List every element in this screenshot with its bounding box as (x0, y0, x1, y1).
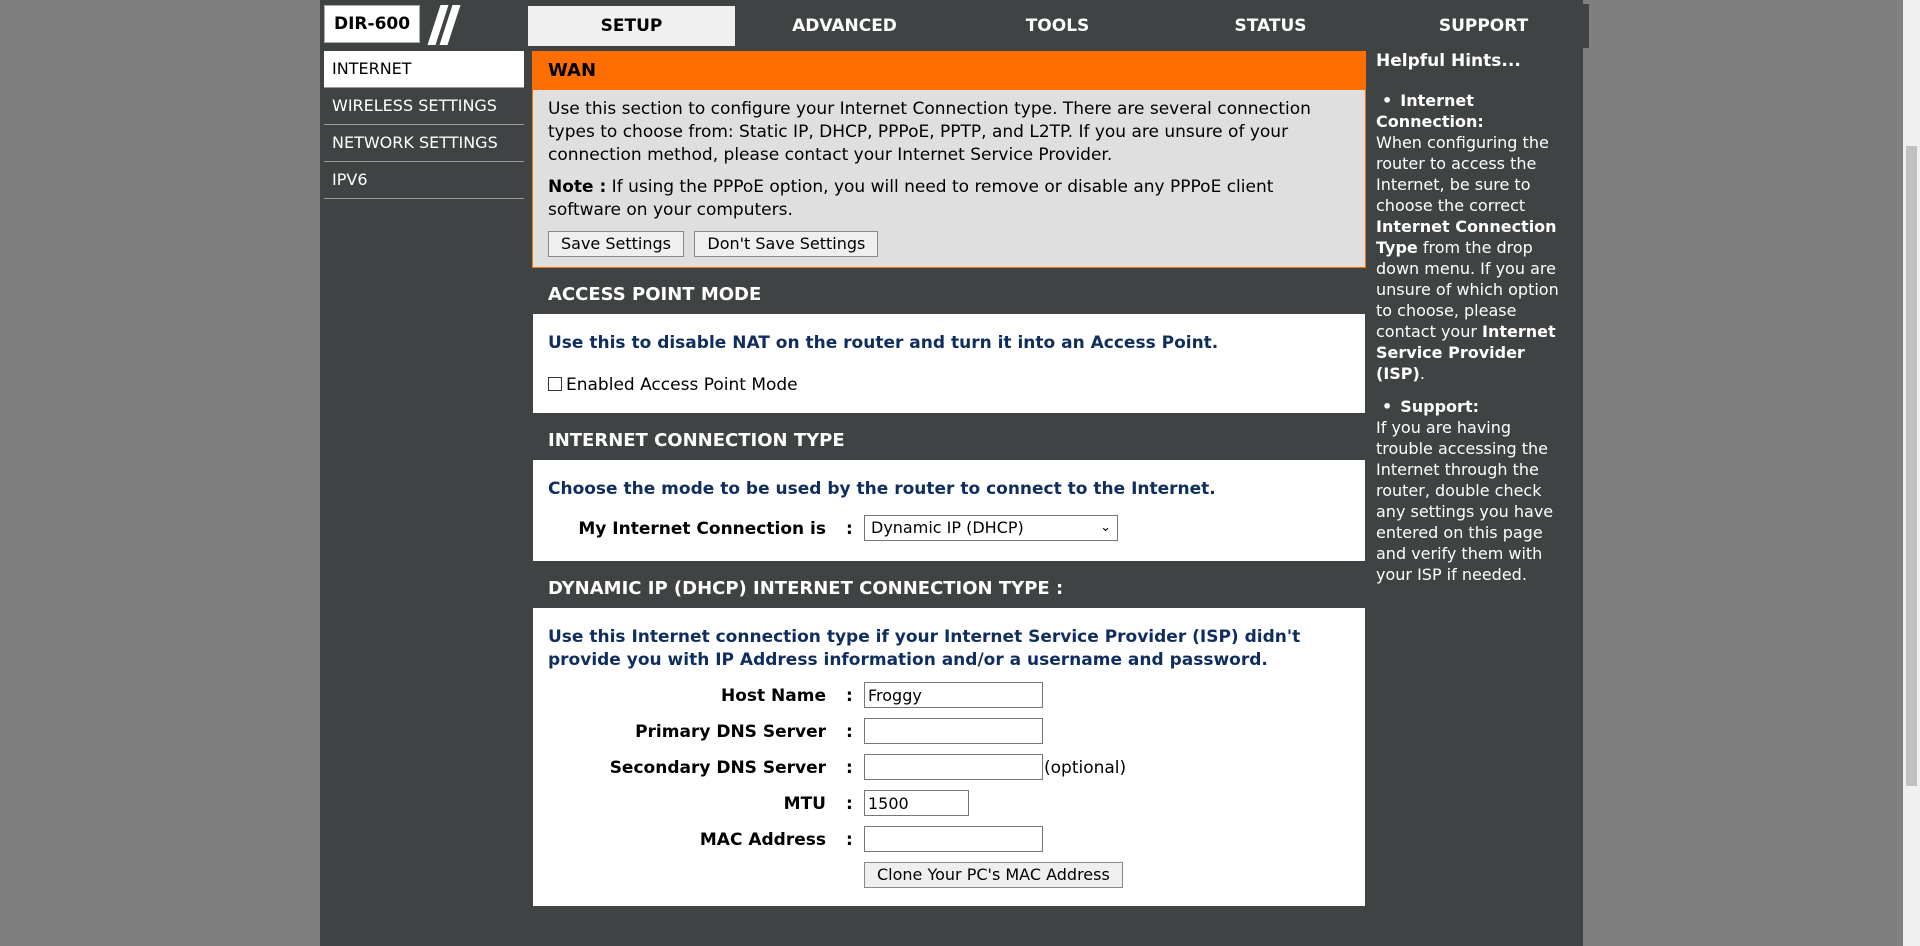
hint-text: If you are having trouble accessing the Internet through the router, double check any settings you have entered on this page and verify them with your ISP if needed. (1376, 418, 1554, 584)
optional-text: (optional) (1044, 758, 1127, 778)
hints-title: Helpful Hints... (1376, 51, 1521, 71)
colon: : (846, 758, 853, 778)
scrollbar-thumb[interactable] (1906, 146, 1917, 786)
mtu-input[interactable] (864, 790, 969, 816)
secondary-dns-label: Secondary DNS Server (609, 758, 826, 778)
helpful-hints (1372, 51, 1572, 597)
hint-bold: Internet Connection Type (1376, 217, 1557, 257)
save-settings-button[interactable]: Save Settings (548, 231, 684, 257)
nav-item-network-settings[interactable]: NETWORK SETTINGS (324, 125, 524, 162)
secondary-dns-input[interactable] (864, 754, 1043, 780)
model-name: DIR-600 (324, 5, 420, 43)
hint-support (1376, 396, 1572, 585)
connection-type-description: Choose the mode to be used by the router to connect to the Internet. (548, 479, 1216, 499)
colon: : (846, 686, 853, 706)
colon: : (846, 794, 853, 814)
connection-type-label: My Internet Connection is (578, 519, 826, 539)
vertical-scrollbar[interactable] (1903, 0, 1920, 946)
hint-internet-heading: • Internet Connection: (1376, 90, 1572, 132)
router-page (320, 0, 1583, 946)
access-point-title: ACCESS POINT MODE (533, 276, 1365, 314)
dont-save-settings-button[interactable]: Don't Save Settings (694, 231, 878, 257)
colon: : (846, 519, 853, 539)
mac-address-input[interactable] (864, 826, 1043, 852)
connection-type-value: Dynamic IP (DHCP) (871, 518, 1024, 537)
clone-mac-button[interactable]: Clone Your PC's MAC Address (864, 862, 1123, 888)
host-name-label: Host Name (720, 686, 826, 706)
hint-support-heading: • Support: (1376, 396, 1572, 417)
mac-address-label: MAC Address (699, 830, 826, 850)
note-label: Note : (548, 177, 607, 197)
hint-internet (1376, 90, 1572, 384)
tab-setup[interactable]: SETUP (526, 4, 737, 48)
connection-type-section (532, 421, 1366, 562)
hint-bold: Internet Service Provider (ISP) (1376, 322, 1556, 383)
tab-status[interactable]: STATUS (1165, 4, 1376, 48)
access-point-description: Use this to disable NAT on the router and turn it into an Access Point. (548, 333, 1219, 353)
mtu-label: MTU (783, 794, 826, 814)
hint-text: When configuring the router to access the Internet, be sure to choose the correct (1376, 133, 1549, 215)
tab-tools[interactable]: TOOLS (952, 4, 1163, 48)
left-nav (324, 51, 524, 199)
hint-text: from the drop down menu. If you are unsure of which option to choose, please contact your (1376, 238, 1559, 341)
connection-type-title: INTERNET CONNECTION TYPE (533, 422, 1365, 460)
primary-dns-input[interactable] (864, 718, 1043, 744)
note-text: If using the PPPoE option, you will need to remove or disable any PPPoE client software on your computers. (548, 177, 1274, 220)
nav-item-wireless-settings[interactable]: WIRELESS SETTINGS (324, 88, 524, 125)
dhcp-section (532, 569, 1366, 907)
nav-item-internet[interactable]: INTERNET (324, 51, 524, 88)
colon: : (846, 722, 853, 742)
colon: : (846, 830, 853, 850)
dhcp-title: DYNAMIC IP (DHCP) INTERNET CONNECTION TYPE : (533, 570, 1365, 608)
device-logo (324, 5, 522, 43)
nav-item-ipv6[interactable]: IPV6 (324, 162, 524, 199)
main-content (532, 51, 1366, 914)
dhcp-description: Use this Internet connection type if your Internet Service Provider (ISP) didn't provide you with IP Address information and/or a username and password. (548, 627, 1301, 670)
access-point-checkbox-label: Enabled Access Point Mode (566, 375, 798, 395)
wan-title: WAN (533, 52, 1365, 90)
access-point-checkbox[interactable] (548, 377, 562, 391)
tab-support[interactable]: SUPPORT (1378, 4, 1589, 48)
connection-type-select[interactable] (864, 515, 1118, 541)
tab-advanced[interactable]: ADVANCED (739, 4, 950, 48)
chevron-down-icon: ⌄ (1100, 520, 1111, 535)
primary-dns-label: Primary DNS Server (635, 722, 826, 742)
wan-section (532, 51, 1366, 268)
wan-note (548, 176, 1350, 222)
host-name-input[interactable] (864, 682, 1043, 708)
wan-description: Use this section to configure your Internet Connection type. There are several connection types to choose from: Static IP, DHCP, PPPoE, PPTP, and L2TP. If you are unsure of your connection method, please contact your Internet Service Provider. (548, 99, 1311, 165)
access-point-section (532, 275, 1366, 414)
hint-text: . (1419, 364, 1425, 383)
